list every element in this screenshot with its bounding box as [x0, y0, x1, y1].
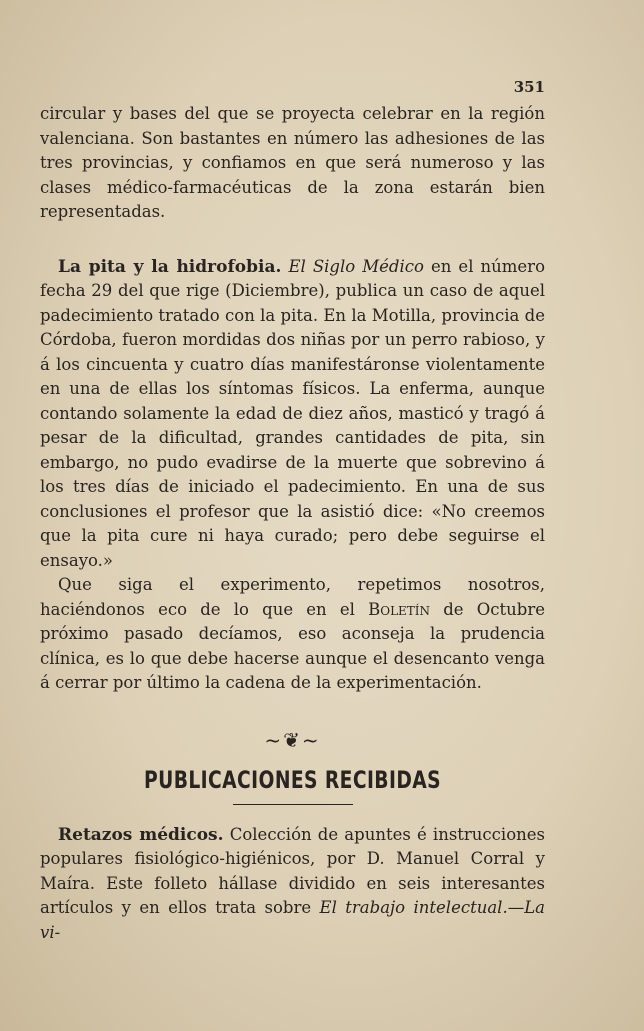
boletin-name: Boletín	[368, 599, 431, 619]
followup-text-c: de Octubre próximo pasado decíamos, eso aconseja la prudencia clínica, es lo que debe hacerse aunque el desencanto venga á cerrar por último la cadena de la experimentación.	[40, 599, 545, 692]
section-rule	[233, 804, 353, 805]
followup-text-a: Que siga el experimento, repetimos nosotros, haciéndonos eco de lo que en el	[40, 575, 545, 619]
paragraph-retazos	[40, 823, 545, 946]
article-title-pita: La pita y la hidrofobia.	[58, 256, 282, 277]
article-body-retazos: Colección de apuntes é instrucciones populares fisiológico-higiénicos, por D. Manuel Corral y Maíra. Este folleto hállase dividido en seis interesantes artículos y en ellos trata sobre	[40, 824, 545, 917]
journal-name: El Siglo Médico	[288, 256, 424, 276]
paragraph-intro: circular y bases del que se proyecta celebrar en la región valenciana. Son bastantes en número las adhesiones de las tres provincias, y confiamos en que será numeroso y las clases médico-farmacéuticas de la zona estarán bien representadas.	[40, 104, 545, 221]
article-title-retazos: Retazos médicos.	[58, 824, 224, 845]
page-number: 351	[513, 78, 545, 96]
paragraph-followup	[40, 573, 545, 696]
paragraph-pita	[40, 255, 545, 574]
section-title: PUBLICACIONES RECIBIDAS	[143, 765, 442, 794]
article-italic-title: El trabajo intelectual.—La vi-	[40, 898, 545, 942]
book-page	[40, 78, 545, 945]
article-body-pita: en el número fecha 29 del que rige (Diciembre), publica un caso de aquel padecimiento tratado con la pita. En la Motilla, provincia de Córdoba, fueron mordidas dos niñas por un perro rabioso, y á los cincuenta y cuatro días manifestáronse violentamente en una de ellas los síntomas físicos. La enferma, aunque contando solamente la edad de diez años, masticó y tragó á pesar de la dificultad, grandes cantidades de pita, sin embargo, no pudo evadirse de la muerte que sobrevino á los tres días de iniciado el padecimiento. En una de sus conclusiones el profesor que la asistió dice: «No creemos que la pita cure ni haya curado; pero debe seguirse el ensayo.»	[40, 256, 546, 570]
ornament-divider: ~❦~	[264, 727, 321, 752]
